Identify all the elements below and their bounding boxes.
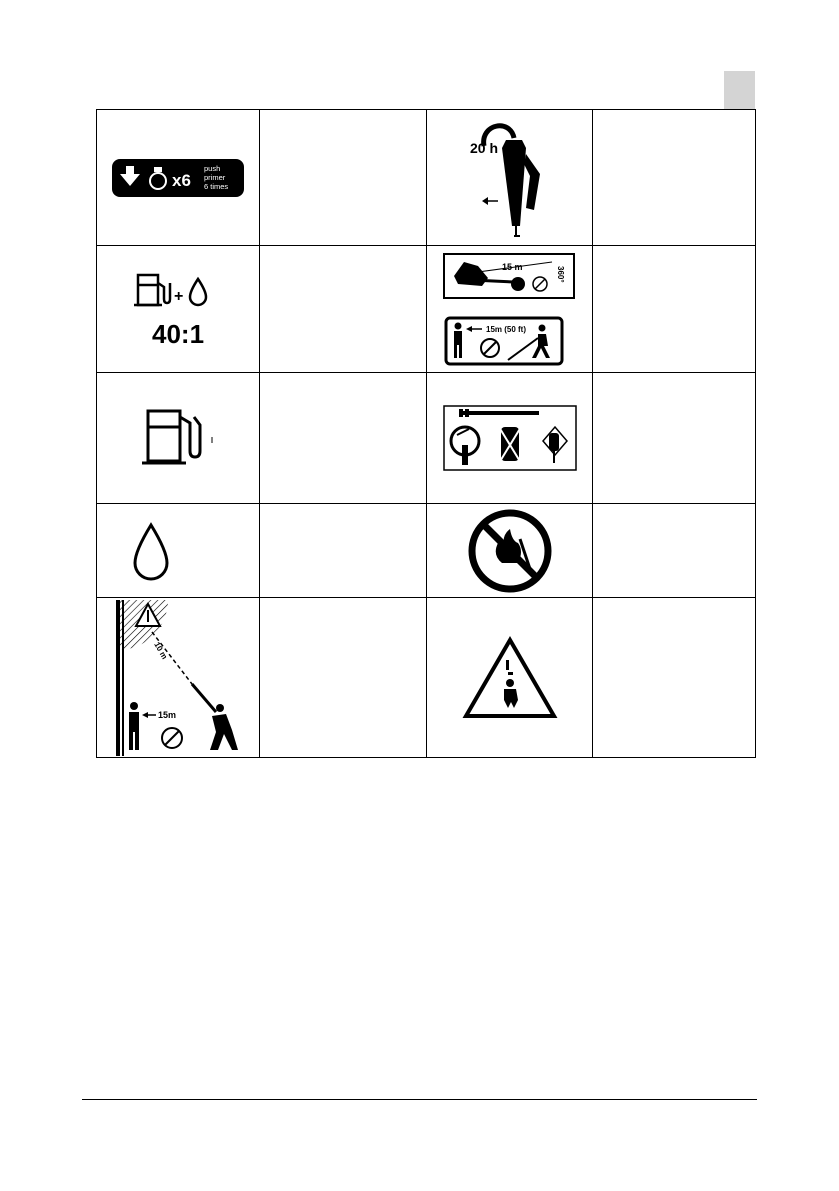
pole-height: 10 m xyxy=(152,640,170,661)
protective-gear-icon xyxy=(443,405,577,471)
fuel-pump-icon xyxy=(140,407,216,469)
description-cell xyxy=(260,504,427,598)
safety-distance-icon xyxy=(442,252,578,366)
description-cell xyxy=(260,110,427,246)
no-fire-icon xyxy=(468,509,552,593)
falling-objects-warning-icon xyxy=(462,636,558,720)
fuel-oil-mix-icon xyxy=(132,269,224,349)
oil-drop-icon xyxy=(113,519,243,583)
symbol-cell-fuel xyxy=(97,373,260,504)
description-cell xyxy=(593,504,756,598)
primer-line-3: 6 times xyxy=(204,181,229,191)
pole-distance: 15m xyxy=(158,709,177,720)
bystander-distance: 15m (50 ft) xyxy=(485,325,526,334)
footer-rule xyxy=(82,1099,757,1100)
symbol-cell-grease xyxy=(427,110,593,246)
symbol-cell-no-fire xyxy=(427,504,593,598)
table-row xyxy=(97,246,756,373)
symbol-cell-pole xyxy=(97,598,260,758)
description-cell xyxy=(593,246,756,373)
description-cell xyxy=(260,373,427,504)
distance-angle: 360° xyxy=(555,266,565,283)
symbols-table xyxy=(96,109,756,758)
table-row xyxy=(97,373,756,504)
primer-pictogram xyxy=(112,159,244,197)
symbol-cell-distance xyxy=(427,246,593,373)
symbol-cell-fuel-mix xyxy=(97,246,260,373)
description-cell xyxy=(260,246,427,373)
symbol-cell-primer xyxy=(97,110,260,246)
power-line-warning-icon xyxy=(108,600,248,756)
description-cell xyxy=(593,598,756,758)
table-row xyxy=(97,504,756,598)
primer-count: x6 xyxy=(172,170,191,190)
primer-line-2: primer xyxy=(204,172,226,182)
description-cell xyxy=(593,373,756,504)
description-cell xyxy=(593,110,756,246)
svg-text:+: + xyxy=(174,288,184,305)
primer-line-1: push xyxy=(204,163,221,173)
table-row xyxy=(97,110,756,246)
grease-hours: 20 h xyxy=(469,139,498,156)
symbol-cell-falling xyxy=(427,598,593,758)
page-corner-tab xyxy=(724,71,755,109)
symbol-cell-protection xyxy=(427,373,593,504)
symbol-cell-oil xyxy=(97,504,260,598)
fuel-mix-ratio: 40:1 xyxy=(152,319,205,349)
table-row xyxy=(97,598,756,758)
grease-gun-icon xyxy=(470,118,550,238)
distance-meters: 15 m xyxy=(501,262,523,272)
description-cell xyxy=(260,598,427,758)
